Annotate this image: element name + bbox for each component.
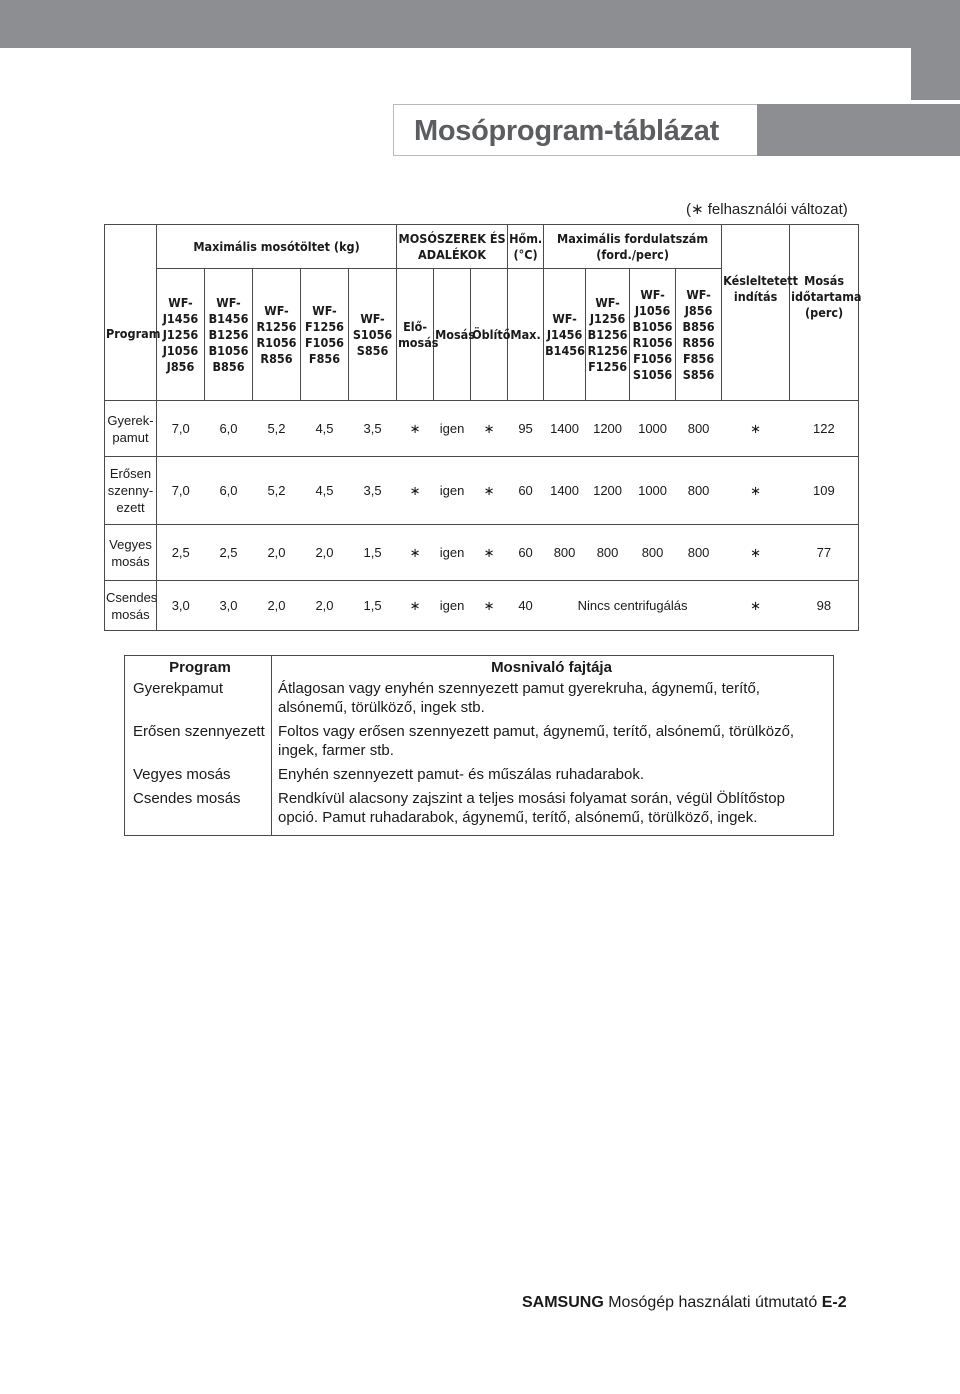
load-cell: 1,5: [349, 581, 397, 631]
prewash-cell: ∗: [397, 525, 434, 581]
page-footer: [522, 1294, 847, 1312]
laundry-type-column-header: Mosnivaló fajtája: [491, 659, 612, 676]
load-cell: 7,0: [157, 457, 205, 525]
table-row: [125, 765, 834, 789]
spin-cell: 1200: [586, 401, 630, 457]
prewash-header: Elő- mosás: [397, 269, 434, 401]
spin-model-header-4: WF- J856 B856 R856 F856 S856: [676, 269, 722, 401]
spin-model-header-2: WF- J1256 B1256 R1256 F1256: [586, 269, 630, 401]
rinse-cell: ∗: [471, 401, 508, 457]
prewash-cell: ∗: [397, 457, 434, 525]
load-cell: 6,0: [205, 401, 253, 457]
delay-header-top: [722, 225, 790, 269]
program-header: Program: [105, 269, 157, 401]
load-cell: 5,2: [253, 401, 301, 457]
spin-cell: 800: [676, 401, 722, 457]
duration-cell: 77: [790, 525, 859, 581]
temp-cell: 60: [508, 525, 544, 581]
duration-cell: 98: [790, 581, 859, 631]
program-name: Erősen szennyezett: [125, 722, 272, 765]
spin-model-header-1: WF- J1456 B1456: [544, 269, 586, 401]
rinse-cell: ∗: [471, 525, 508, 581]
load-model-header-5: WF- S1056 S856: [349, 269, 397, 401]
load-cell: 4,5: [301, 457, 349, 525]
load-cell: 3,5: [349, 457, 397, 525]
program-name: Vegyes mosás: [125, 765, 272, 789]
legend-note: (∗ felhasználói változat): [686, 201, 848, 218]
temp-cell: 60: [508, 457, 544, 525]
table-row: [105, 401, 859, 457]
load-cell: 1,5: [349, 525, 397, 581]
delay-cell: ∗: [722, 581, 790, 631]
spin-cell: 1400: [544, 401, 586, 457]
model-header-row: [105, 269, 859, 401]
temp-cell: 40: [508, 581, 544, 631]
spin-cell: 1000: [630, 401, 676, 457]
load-cell: 2,5: [205, 525, 253, 581]
wash-program-table: [104, 224, 862, 631]
rinse-cell: ∗: [471, 581, 508, 631]
title-box: [393, 104, 757, 156]
duration-cell: 109: [790, 457, 859, 525]
duration-header: Mosás időtartama (perc): [790, 269, 859, 401]
laundry-description: Enyhén szennyezett pamut- és műszálas ruhadarabok.: [278, 766, 645, 783]
wash-cell: igen: [434, 581, 471, 631]
load-cell: 3,5: [349, 401, 397, 457]
group-header-row: [105, 225, 859, 269]
page-number: E-2: [821, 1294, 847, 1311]
load-cell: 2,5: [157, 525, 205, 581]
manual-title: Mosógép használati útmutató: [603, 1294, 822, 1311]
delay-cell: ∗: [722, 525, 790, 581]
load-cell: 5,2: [253, 457, 301, 525]
max-load-header: Maximális mosótöltet (kg): [157, 225, 397, 269]
no-spin-cell: Nincs centrifugálás: [544, 581, 722, 631]
prewash-cell: ∗: [397, 581, 434, 631]
spin-cell: 800: [586, 525, 630, 581]
program-column-header: Program: [125, 656, 272, 680]
load-cell: 4,5: [301, 401, 349, 457]
laundry-description: Rendkívül alacsony zajszint a teljes mosási folyamat során, végül Öblítőstop opció. Pamut ruhadarabok, ágynemű, terítő, alsónemű, törülköző, ingek.: [278, 790, 785, 826]
wash-cell: igen: [434, 457, 471, 525]
table-row: [125, 722, 834, 765]
load-model-header-1: WF- J1456 J1256 J1056 J856: [157, 269, 205, 401]
load-cell: 7,0: [157, 401, 205, 457]
spin-cell: 1200: [586, 457, 630, 525]
page-frame-top: [0, 0, 960, 48]
type-table-header: [125, 656, 834, 680]
spin-cell: 1000: [630, 457, 676, 525]
table-row: [105, 525, 859, 581]
load-model-header-2: WF- B1456 B1256 B1056 B856: [205, 269, 253, 401]
program-name: Csendes mosás: [125, 789, 272, 836]
temp-header: Hőm. (°C): [508, 225, 544, 269]
load-cell: 2,0: [253, 581, 301, 631]
max-temp-header: Max.: [508, 269, 544, 401]
delay-header: Késleltetett indítás: [722, 269, 790, 401]
spin-cell: 800: [630, 525, 676, 581]
load-cell: 3,0: [205, 581, 253, 631]
table-row: [105, 457, 859, 525]
program-cell: Erősen szenny- ezett: [105, 457, 157, 525]
temp-cell: 95: [508, 401, 544, 457]
program-header-top: [105, 225, 157, 269]
rinse-header: Öblítő: [471, 269, 508, 401]
load-cell: 2,0: [301, 525, 349, 581]
prewash-cell: ∗: [397, 401, 434, 457]
load-model-header-4: WF- F1256 F1056 F856: [301, 269, 349, 401]
program-cell: Csendes mosás: [105, 581, 157, 631]
duration-header-top: [790, 225, 859, 269]
spin-cell: 800: [676, 457, 722, 525]
duration-cell: 122: [790, 401, 859, 457]
load-cell: 3,0: [157, 581, 205, 631]
laundry-description: Átlagosan vagy enyhén szennyezett pamut gyerekruha, ágynemű, terítő, alsónemű, törülköző, ingek stb.: [278, 680, 760, 716]
spin-cell: 800: [544, 525, 586, 581]
load-model-header-3: WF- R1256 R1056 R856: [253, 269, 301, 401]
delay-cell: ∗: [722, 457, 790, 525]
wash-header: Mosás: [434, 269, 471, 401]
max-spin-header: Maximális fordulatszám (ford./perc): [544, 225, 722, 269]
wash-cell: igen: [434, 525, 471, 581]
table-row: [105, 581, 859, 631]
load-cell: 2,0: [253, 525, 301, 581]
laundry-type-table: [124, 655, 834, 836]
detergents-header: MOSÓSZEREK ÉS ADALÉKOK: [397, 225, 508, 269]
load-cell: 2,0: [301, 581, 349, 631]
program-cell: Gyerek- pamut: [105, 401, 157, 457]
wash-cell: igen: [434, 401, 471, 457]
page-title: Mosóprogram-táblázat: [414, 115, 719, 147]
delay-cell: ∗: [722, 401, 790, 457]
load-cell: 6,0: [205, 457, 253, 525]
program-name: Gyerekpamut: [125, 679, 272, 722]
title-accent-bar: [757, 104, 960, 156]
spin-model-header-3: WF- J1056 B1056 R1056 F1056 S1056: [630, 269, 676, 401]
brand-name: SAMSUNG: [522, 1294, 604, 1311]
rinse-cell: ∗: [471, 457, 508, 525]
table-row: [125, 789, 834, 836]
page-frame-right: [911, 48, 960, 100]
spin-cell: 800: [676, 525, 722, 581]
table-row: [125, 679, 834, 722]
laundry-description: Foltos vagy erősen szennyezett pamut, ágynemű, terítő, alsónemű, törülköző, ingek, farmer stb.: [278, 723, 795, 759]
program-cell: Vegyes mosás: [105, 525, 157, 581]
spin-cell: 1400: [544, 457, 586, 525]
